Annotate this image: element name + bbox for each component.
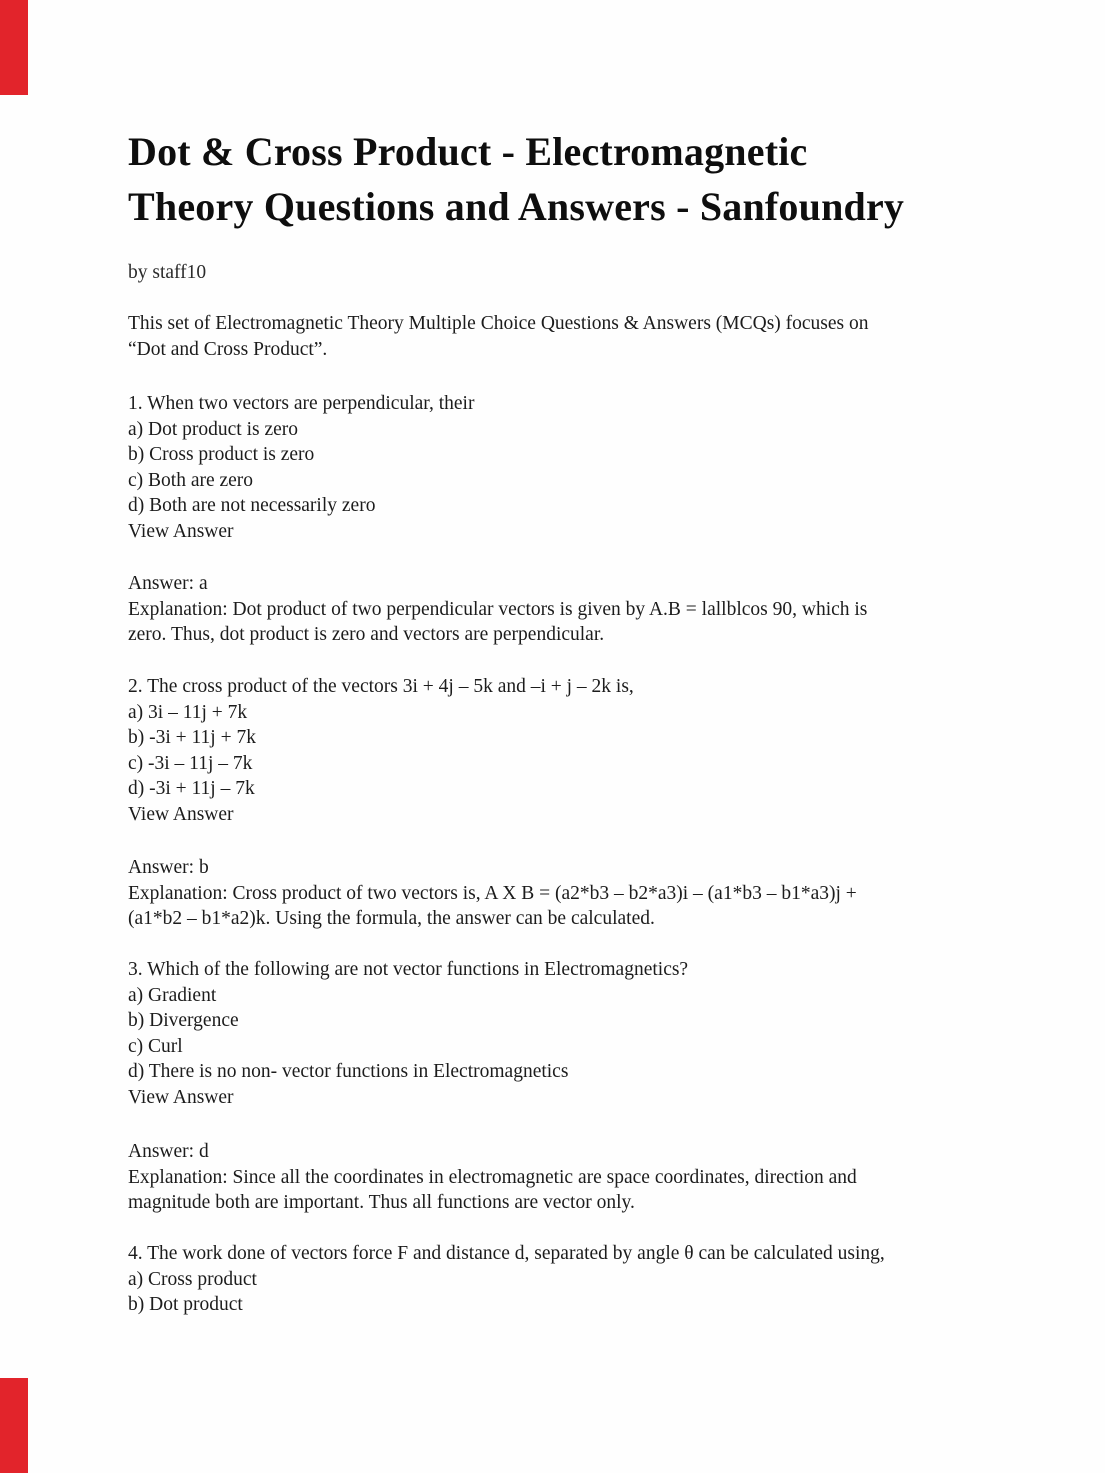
- question-1: [128, 391, 1028, 544]
- question-4-stem: 4. The work done of vectors force F and distance d, separated by angle θ can be calculated using,: [128, 1243, 885, 1264]
- question-2-option-b: b) -3i + 11j + 7k: [128, 727, 256, 748]
- answer-1-explanation-line-1: Explanation: Dot product of two perpendicular vectors is given by A.B = lallblcos 90, which is: [128, 598, 868, 620]
- intro-line-2: “Dot and Cross Product”.: [128, 338, 328, 360]
- question-2-view-answer-text: View Answer: [128, 803, 234, 825]
- question-4-option-a: a) Cross product: [128, 1268, 257, 1290]
- page-title: [128, 124, 1028, 234]
- page-edge-marker-bottom: [0, 1378, 28, 1473]
- answer-1-label: Answer: a: [128, 573, 208, 594]
- question-1-option-a: a) Dot product is zero: [128, 418, 299, 440]
- question-4-option-b: b) Dot product: [128, 1294, 243, 1315]
- answer-1: [128, 571, 1028, 648]
- question-2: [128, 674, 1028, 827]
- page-edge-marker-top: [0, 0, 28, 95]
- question-2-stem: 2. The cross product of the vectors 3i + 4j – 5k and –i + j – 2k is,: [128, 676, 634, 697]
- question-3-stem: 3. Which of the following are not vector functions in Electromagnetics?: [128, 959, 689, 980]
- answer-2: [128, 855, 1028, 932]
- answer-2-explanation-line-1: Explanation: Cross product of two vectors is, A X B = (a2*b3 – b2*a3)i – (a1*b3 – b1*a3)j +: [128, 882, 857, 904]
- question-2-option-d: d) -3i + 11j – 7k: [128, 778, 255, 799]
- question-4: [128, 1241, 1028, 1318]
- intro-paragraph: [128, 311, 1028, 362]
- page-title-line-1: Dot & Cross Product - Electromagnetic: [128, 129, 808, 174]
- question-3-option-b: b) Divergence: [128, 1010, 239, 1031]
- answer-3: [128, 1139, 1028, 1216]
- question-3-option-a: a) Gradient: [128, 984, 217, 1006]
- question-3-view-answer-text: View Answer: [128, 1086, 234, 1108]
- byline-text: by staff10: [128, 262, 207, 283]
- page-title-line-2: Theory Questions and Answers - Sanfoundry: [128, 184, 905, 229]
- answer-3-label: Answer: d: [128, 1141, 209, 1162]
- question-3: [128, 957, 1028, 1110]
- question-3-option-c: c) Curl: [128, 1035, 183, 1057]
- question-3-option-d: d) There is no non- vector functions in Electromagnetics: [128, 1061, 569, 1082]
- answer-3-explanation-line-1: Explanation: Since all the coordinates in electromagnetic are space coordinates, direction and: [128, 1166, 857, 1188]
- question-1-option-d: d) Both are not necessarily zero: [128, 495, 376, 516]
- answer-2-label: Answer: b: [128, 857, 209, 878]
- question-1-stem: 1. When two vectors are perpendicular, their: [128, 393, 475, 414]
- intro-line-1: This set of Electromagnetic Theory Multiple Choice Questions & Answers (MCQs) focuses on: [128, 313, 869, 334]
- answer-1-explanation-line-2: zero. Thus, dot product is zero and vectors are perpendicular.: [128, 624, 605, 645]
- question-1-view-answer-text: View Answer: [128, 520, 234, 542]
- question-2-option-a: a) 3i – 11j + 7k: [128, 701, 248, 723]
- answer-3-explanation-line-2: magnitude both are important. Thus all functions are vector only.: [128, 1192, 635, 1213]
- question-2-option-c: c) -3i – 11j – 7k: [128, 752, 253, 774]
- byline: [128, 260, 1028, 286]
- question-1-option-c: c) Both are zero: [128, 469, 254, 491]
- answer-2-explanation-line-2: (a1*b2 – b1*a2)k. Using the formula, the answer can be calculated.: [128, 908, 655, 929]
- question-1-option-b: b) Cross product is zero: [128, 444, 315, 465]
